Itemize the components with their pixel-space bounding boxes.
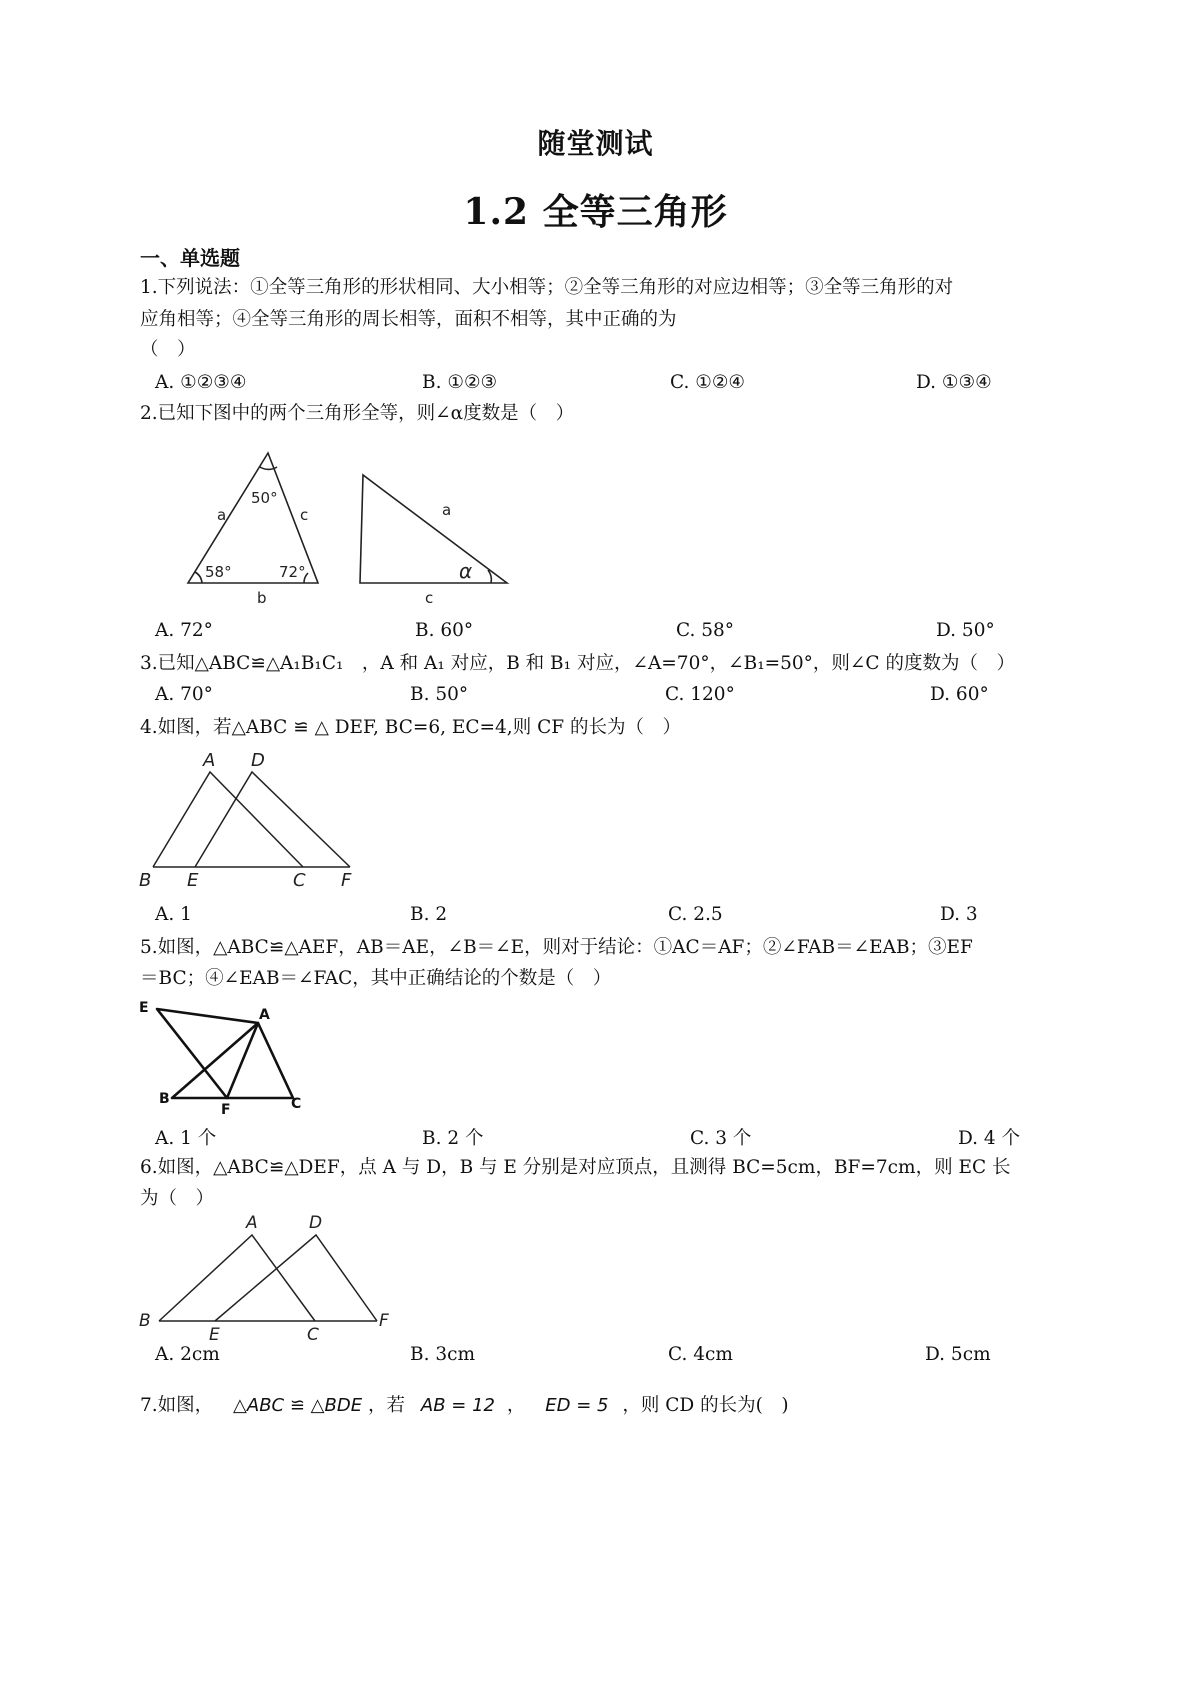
q6-option-a: A. 2cm — [155, 1344, 220, 1365]
q1-option-d: D. ①③④ — [916, 372, 992, 393]
q5-option-b: B. 2 个 — [422, 1128, 484, 1149]
q4-triangle-abc — [153, 772, 303, 867]
q4-label-c: C — [293, 870, 306, 891]
q7-congruence-expr: △ABC ≌ △BDE — [233, 1395, 363, 1416]
q1-option-a: A. ①②③④ — [155, 372, 247, 393]
q7-mid2: ， — [506, 1395, 526, 1416]
q7-prefix: 7.如图， — [140, 1395, 214, 1416]
q5-label-f: F — [221, 1102, 231, 1118]
q4-label-b: B — [139, 870, 152, 891]
q3-option-b: B. 50° — [410, 684, 469, 705]
q5-triangle-aef — [157, 1009, 258, 1098]
q7-ed-expr: ED = 5 — [545, 1395, 609, 1416]
q7-mid1: ，若 — [367, 1395, 405, 1416]
q5-figure — [135, 998, 310, 1118]
q4-label-f: F — [341, 870, 352, 891]
q2-label-angle-left: 58° — [205, 563, 232, 581]
q6-triangle-def — [215, 1235, 377, 1321]
q5-option-c: C. 3 个 — [690, 1128, 752, 1149]
q4-options — [0, 904, 1191, 930]
section-heading: 一、单选题 — [140, 246, 240, 270]
q4-label-e: E — [187, 870, 199, 891]
q2-label-angle-top: 50° — [251, 489, 278, 507]
q1-option-c: C. ①②④ — [670, 372, 746, 393]
q6-label-a: A — [246, 1213, 258, 1233]
page-title: 随堂测试 — [537, 127, 654, 160]
q5-text-line2: ＝BC；④∠EAB＝∠FAC，其中正确结论的个数是（ ） — [140, 968, 612, 989]
q2-label-angle-right: 72° — [279, 563, 306, 581]
q1-text-line2: 应角相等；④全等三角形的周长相等，面积不相等，其中正确的为 — [140, 309, 677, 330]
q2-options — [0, 620, 1191, 646]
q6-triangle-abc — [159, 1235, 315, 1321]
q2-option-d: D. 50° — [936, 620, 995, 641]
q6-text-line2: 为（ ） — [140, 1188, 215, 1209]
q2-label-side-c2: c — [425, 589, 434, 607]
q5-text-line1: 5.如图，△ABC≌△AEF，AB＝AE，∠B＝∠E，则对于结论：①AC＝AF；②∠FAB＝∠EAB；③EF — [140, 937, 973, 958]
q5-label-a: A — [259, 1007, 270, 1023]
q5-option-a: A. 1 个 — [155, 1128, 217, 1149]
q4-option-d: D. 3 — [940, 904, 978, 925]
q6-text-line1: 6.如图，△ABC≌△DEF，点 A 与 D，B 与 E 分别是对应顶点，且测得 BC=5cm，BF=7cm，则 EC 长 — [140, 1157, 1011, 1178]
q2-label-side-a2: a — [442, 501, 452, 519]
q6-label-f: F — [379, 1311, 389, 1331]
q4-label-a: A — [203, 750, 216, 771]
q6-option-c: C. 4cm — [668, 1344, 733, 1365]
q6-label-c: C — [307, 1325, 319, 1345]
q1-paren: （ ） — [140, 339, 196, 360]
q1-options — [0, 372, 1191, 398]
q2-triangle-right — [360, 475, 507, 583]
q3-option-c: C. 120° — [665, 684, 735, 705]
q2-arc-alpha — [488, 570, 491, 583]
q7-text — [140, 1394, 789, 1418]
q6-option-b: B. 3cm — [410, 1344, 476, 1365]
q7-suffix: ，则 CD 的长为( ) — [622, 1395, 789, 1416]
q4-option-c: C. 2.5 — [668, 904, 723, 925]
q5-label-e: E — [139, 1000, 149, 1016]
q7-ab-expr: AB = 12 — [420, 1395, 495, 1416]
q4-label-d: D — [251, 750, 265, 771]
q2-label-side-a: a — [217, 506, 227, 524]
q6-label-e: E — [209, 1325, 220, 1345]
q6-option-d: D. 5cm — [925, 1344, 991, 1365]
q4-option-a: A. 1 — [155, 904, 192, 925]
q2-text: 2.已知下图中的两个三角形全等，则∠α度数是（ ） — [140, 403, 575, 424]
q4-figure — [135, 752, 365, 892]
q5-option-d: D. 4 个 — [958, 1128, 1021, 1149]
q6-label-d: D — [309, 1213, 323, 1233]
q6-label-b: B — [139, 1311, 151, 1331]
q6-figure — [135, 1212, 395, 1347]
q5-label-c: C — [291, 1096, 302, 1112]
q5-label-b: B — [159, 1091, 170, 1107]
q3-options — [0, 684, 1191, 710]
q2-label-side-b: b — [257, 589, 267, 607]
page-subtitle: 1.2 全等三角形 — [463, 191, 728, 233]
q2-label-alpha: α — [459, 559, 473, 583]
q2-arc-left — [195, 572, 202, 583]
q1-option-b: B. ①②③ — [422, 372, 498, 393]
q2-option-c: C. 58° — [676, 620, 735, 641]
q2-figure — [180, 445, 520, 610]
q6-options — [0, 1344, 1191, 1370]
q2-arc-top — [260, 467, 277, 469]
q4-text: 4.如图，若△ABC ≌ △ DEF, BC=6, EC=4,则 CF 的长为（ ） — [140, 717, 681, 738]
q3-text: 3.已知△ABC≌△A₁B₁C₁ ，A 和 A₁ 对应，B 和 B₁ 对应，∠A=70°，∠B₁=50°，则∠C 的度数为（ ） — [140, 653, 1015, 674]
q4-option-b: B. 2 — [410, 904, 448, 925]
q5-options — [0, 1124, 1191, 1150]
q2-label-side-c: c — [300, 506, 309, 524]
q2-option-b: B. 60° — [415, 620, 474, 641]
q5-hidden-line — [157, 1009, 172, 1098]
q3-option-a: A. 70° — [155, 684, 213, 705]
q2-option-a: A. 72° — [155, 620, 213, 641]
q1-text-line1: 1.下列说法：①全等三角形的形状相同、大小相等；②全等三角形的对应边相等；③全等三角形的对 — [140, 277, 954, 298]
q3-option-d: D. 60° — [930, 684, 989, 705]
q4-triangle-def — [195, 772, 350, 867]
